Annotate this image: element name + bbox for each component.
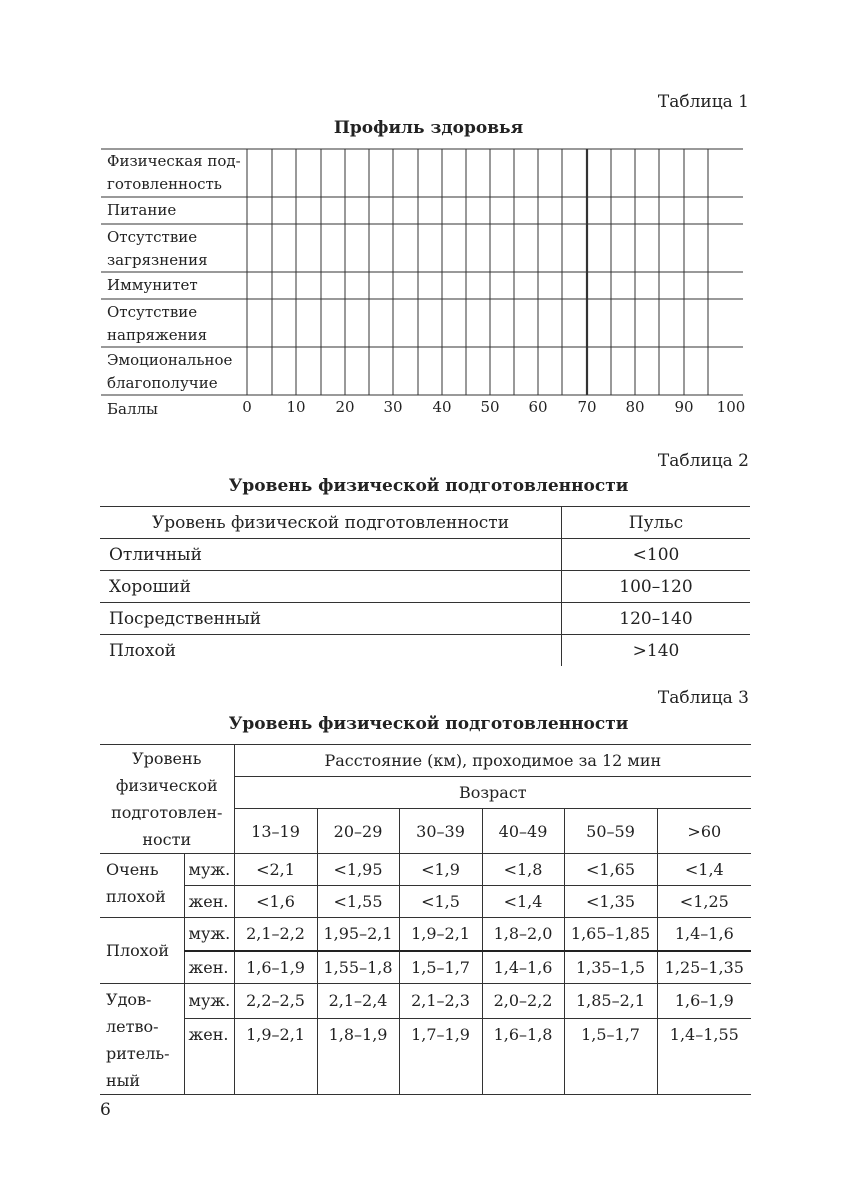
distance-cell: 2,0–2,2: [482, 983, 564, 1019]
distance-cell: 1,4–1,6: [657, 918, 751, 951]
fitness-pulse-table: [100, 506, 750, 666]
profile-row-label: Иммунитет: [107, 276, 198, 294]
distance-cell: <1,6: [234, 886, 317, 918]
distance-cell: <1,4: [657, 854, 751, 886]
age-cell: 20–29: [317, 809, 399, 854]
profile-row-label: Физическая под- готовленность: [107, 152, 241, 193]
pulse-cell: >140: [562, 635, 751, 667]
age-cell: >60: [657, 809, 751, 854]
header-level: Уровень физической подготовленности: [100, 507, 562, 539]
level-cell: Плохой: [100, 918, 184, 984]
scale-tick: 20: [335, 398, 355, 416]
age-cell: 13–19: [234, 809, 317, 854]
table2-caption: Таблица 2: [657, 451, 749, 471]
pulse-cell: 120–140: [562, 603, 751, 635]
distance-cell: 1,9–2,1: [234, 1019, 317, 1094]
table3-title: Уровень физической подготовленности: [228, 714, 629, 734]
distance-cell: 1,5–1,7: [399, 951, 482, 984]
table-header-row: [100, 745, 751, 777]
distance-cell: 1,35–1,5: [564, 951, 657, 984]
table-row: [100, 854, 751, 886]
header-pulse: Пульс: [562, 507, 751, 539]
scale-tick: 70: [577, 398, 597, 416]
scale-tick: 100: [716, 398, 746, 416]
table-row: [100, 983, 751, 1019]
table-row: [100, 886, 751, 918]
distance-cell: 1,4–1,6: [482, 951, 564, 984]
age-cell: 40–49: [482, 809, 564, 854]
distance-cell: <1,55: [317, 886, 399, 918]
age-header: Возраст: [234, 777, 751, 809]
distance-cell: 2,2–2,5: [234, 983, 317, 1019]
distance-cell: 1,65–1,85: [564, 918, 657, 951]
table-row: [100, 635, 750, 667]
scale-tick: 10: [286, 398, 306, 416]
table2-title: Уровень физической подготовленности: [228, 476, 629, 496]
distance-cell: 1,5–1,7: [564, 1019, 657, 1094]
distance-cell: 2,1–2,3: [399, 983, 482, 1019]
distance-cell: <1,95: [317, 854, 399, 886]
distance-cell: 1,6–1,9: [657, 983, 751, 1019]
scale-tick: 0: [242, 398, 252, 416]
distance-header: Расстояние (км), проходимое за 12 мин: [234, 745, 751, 777]
sex-cell: жен.: [184, 951, 234, 984]
sex-cell: муж.: [184, 854, 234, 886]
page-number: 6: [100, 1100, 111, 1120]
distance-cell: 1,8–2,0: [482, 918, 564, 951]
table-row: [100, 539, 750, 571]
distance-cell: 2,1–2,2: [234, 918, 317, 951]
sex-cell: муж.: [184, 983, 234, 1019]
pulse-cell: 100–120: [562, 571, 751, 603]
distance-norms-table: [100, 744, 751, 1095]
distance-cell: <1,4: [482, 886, 564, 918]
level-cell: Плохой: [109, 640, 177, 661]
scale-tick: 30: [383, 398, 403, 416]
distance-cell: <1,35: [564, 886, 657, 918]
age-cell: 50–59: [564, 809, 657, 854]
distance-cell: 1,7–1,9: [399, 1019, 482, 1094]
table-row: [100, 951, 751, 984]
profile-row-label: Питание: [107, 201, 177, 219]
distance-cell: <2,1: [234, 854, 317, 886]
scale-tick: 90: [674, 398, 694, 416]
table-row: [100, 603, 750, 635]
scale-tick: 50: [480, 398, 500, 416]
scale-tick: 80: [625, 398, 645, 416]
distance-cell: <1,65: [564, 854, 657, 886]
pulse-cell: <100: [562, 539, 751, 571]
scale-tick: 60: [528, 398, 548, 416]
distance-cell: 1,6–1,9: [234, 951, 317, 984]
level-cell: Посредственный: [100, 603, 562, 635]
table-row: [100, 1019, 751, 1094]
level-header: Уровень физической подготовлен- ности: [100, 745, 234, 854]
distance-cell: <1,25: [657, 886, 751, 918]
distance-cell: 1,25–1,35: [657, 951, 751, 984]
distance-cell: 1,8–1,9: [317, 1019, 399, 1094]
distance-cell: 1,85–2,1: [564, 983, 657, 1019]
level-cell: Отличный: [100, 539, 562, 571]
distance-cell: <1,5: [399, 886, 482, 918]
profile-row-label: Отсутствие загрязнения: [107, 228, 208, 269]
table-header-row: [100, 507, 750, 539]
distance-cell: 1,4–1,55: [657, 1019, 751, 1094]
table-row: [100, 918, 751, 951]
scale-tick: 40: [432, 398, 452, 416]
distance-cell: <1,8: [482, 854, 564, 886]
level-cell: Удов- летво- ритель- ный: [100, 983, 184, 1094]
profile-row-label: Эмоциональное благополучие: [107, 351, 233, 392]
table1-caption: Таблица 1: [657, 92, 749, 112]
profile-row-label: Отсутствие напряжения: [107, 303, 208, 344]
distance-cell: <1,9: [399, 854, 482, 886]
sex-cell: жен.: [184, 1019, 234, 1094]
sex-cell: муж.: [184, 918, 234, 951]
level-cell: Хороший: [100, 571, 562, 603]
sex-cell: жен.: [184, 886, 234, 918]
level-cell: Очень плохой: [100, 854, 184, 918]
distance-cell: 1,6–1,8: [482, 1019, 564, 1094]
distance-cell: 1,9–2,1: [399, 918, 482, 951]
table3-caption: Таблица 3: [657, 688, 749, 708]
distance-cell: 1,95–2,1: [317, 918, 399, 951]
distance-cell: 2,1–2,4: [317, 983, 399, 1019]
table1-title: Профиль здоровья: [333, 118, 524, 138]
age-cell: 30–39: [399, 809, 482, 854]
scale-label: Баллы: [107, 400, 158, 418]
distance-cell: 1,55–1,8: [317, 951, 399, 984]
table-row: [100, 571, 750, 603]
